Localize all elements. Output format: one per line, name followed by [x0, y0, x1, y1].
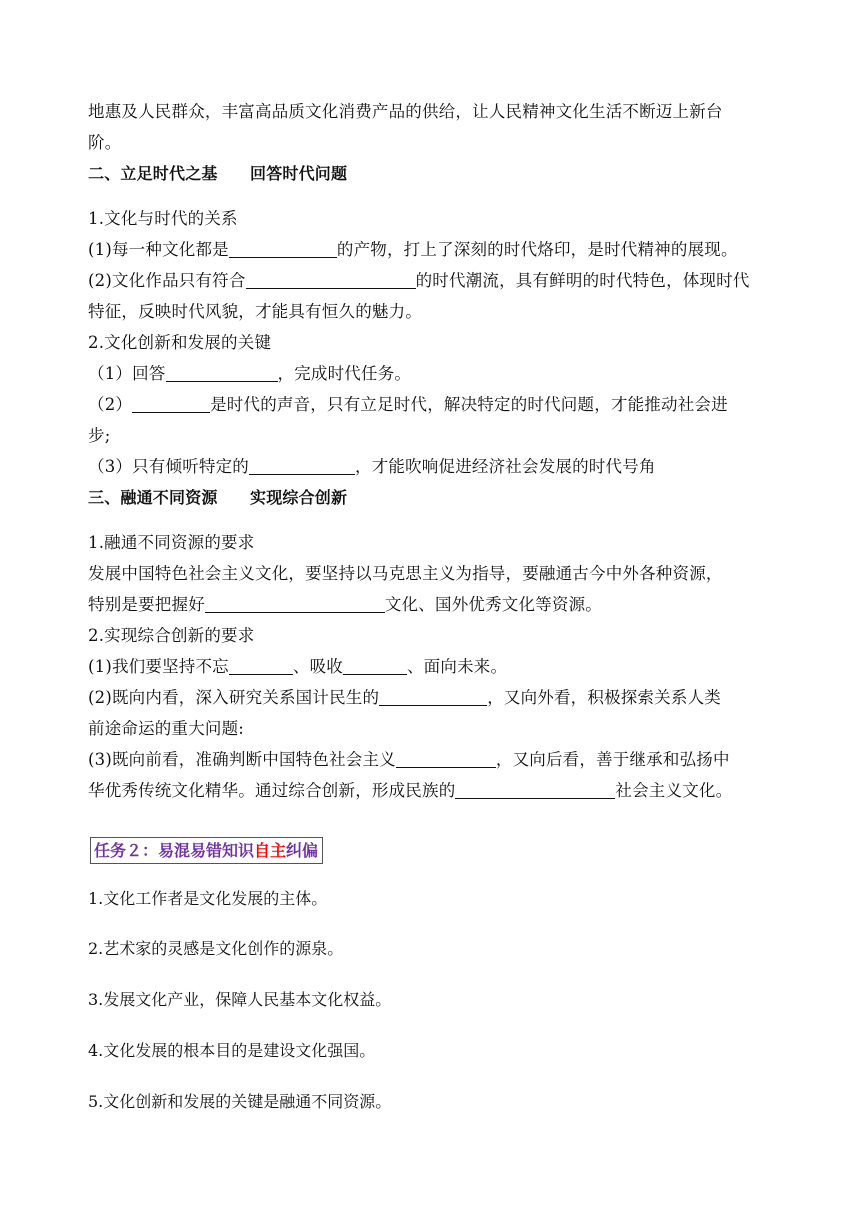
section-3-para-2: 特别是要把握好 文化、国外优秀文化等资源。 [88, 595, 603, 614]
section-2-q2: （2） 是时代的声音，只有立足时代，解决特定的时代问题，才能推动社会进 [88, 395, 728, 414]
section-2-q3: （3）只有倾听特定的 ，才能吹响促进经济社会发展的时代号角 [88, 457, 656, 476]
section-3-subtitle-1: 1.融通不同资源的要求 [88, 533, 255, 552]
section-3-item-3: (3)既向前看，准确判断中国特色社会主义 ，又向后看，善于继承和弘扬中 [88, 750, 730, 769]
intro-line-1: 地惠及人民群众，丰富高品质文化消费产品的供给，让人民精神文化生活不断迈上新台 [88, 102, 723, 121]
statement-2: 2.艺术家的灵感是文化创作的源泉。 [88, 939, 344, 958]
section-2-item-1: (1)每一种文化都是 的产物，打上了深刻的时代烙印，是时代精神的展现。 [88, 240, 738, 259]
section-3-subtitle-2: 2.实现综合创新的要求 [88, 626, 255, 645]
fill-blank [132, 394, 210, 413]
section-2-subtitle-2: 2.文化创新和发展的关键 [88, 333, 272, 352]
section-2-item-2-cont: 特征，反映时代风貌，才能具有恒久的魅力。 [88, 302, 422, 321]
fill-blank [343, 656, 407, 675]
document-body [88, 96, 778, 806]
statement-5: 5.文化创新和发展的关键是融通不同资源。 [88, 1092, 392, 1111]
fill-blank [246, 270, 416, 289]
statement-1: 1.文化工作者是文化发展的主体。 [88, 889, 328, 908]
fill-blank [396, 749, 496, 768]
section-2-title: 二、立足时代之基 回答时代问题 [88, 164, 348, 183]
section-2-subtitle-1: 1.文化与时代的关系 [88, 209, 238, 228]
section-3-title: 三、融通不同资源 实现综合创新 [88, 488, 348, 507]
fill-blank [455, 780, 615, 799]
fill-blank [229, 239, 337, 258]
statement-4: 4.文化发展的根本目的是建设文化强国。 [88, 1041, 376, 1060]
section-2-item-2: (2)文化作品只有符合 的时代潮流，具有鲜明的时代特色，体现时代 [88, 271, 750, 290]
section-2-q1: （1）回答 ，完成时代任务。 [88, 364, 412, 383]
intro-line-2: 阶。 [88, 133, 122, 152]
fill-blank [249, 456, 355, 475]
section-3-item-3-cont: 华优秀传统文化精华。通过综合创新，形成民族的 社会主义文化。 [88, 781, 733, 800]
task-2-label: 任务２：易混易错知识自主纠偏 [90, 837, 323, 864]
section-2-q2-cont: 步; [88, 426, 111, 445]
fill-blank [205, 594, 385, 613]
fill-blank [379, 687, 487, 706]
statement-3: 3.发展文化产业，保障人民基本文化权益。 [88, 990, 392, 1009]
fill-blank [166, 363, 278, 382]
fill-blank [229, 656, 293, 675]
section-3-item-2-cont: 前途命运的重大问题: [88, 719, 245, 738]
section-3-para-1: 发展中国特色社会主义文化，要坚持以马克思主义为指导，要融通古今中外各种资源， [88, 564, 723, 583]
section-3-item-1: (1)我们要坚持不忘 、吸收 、面向未来。 [88, 657, 508, 676]
section-3-item-2: (2)既向内看，深入研究关系国计民生的 ，又向外看，积极探索关系人类 [88, 688, 721, 707]
